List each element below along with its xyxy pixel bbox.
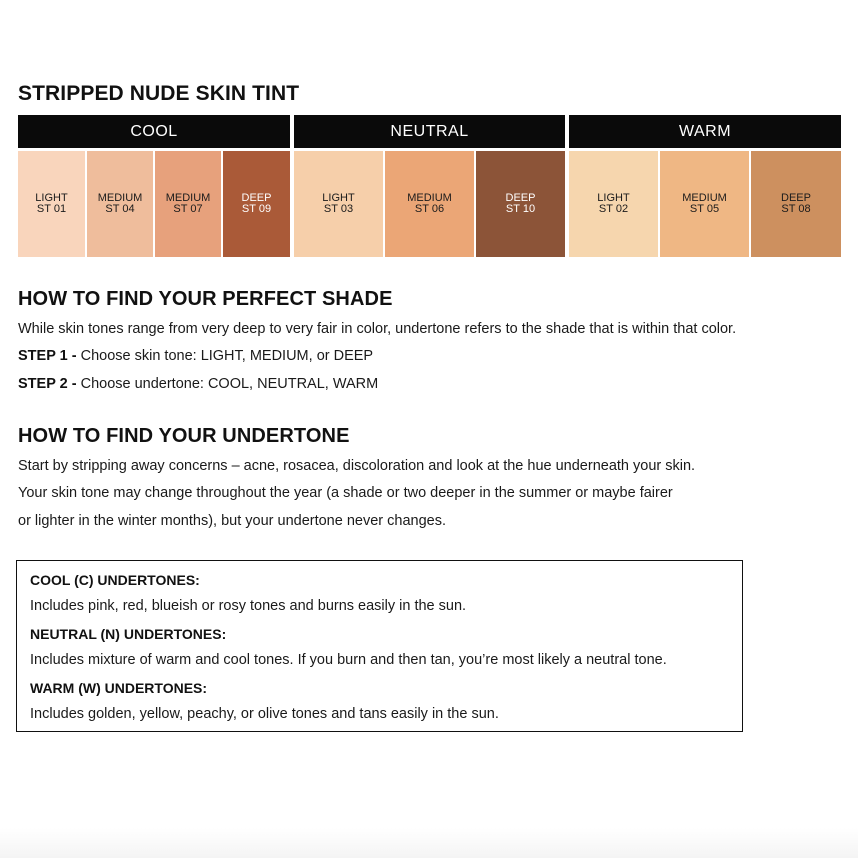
swatch-st05[interactable] bbox=[660, 151, 749, 257]
neutral-undertones-text: Includes mixture of warm and cool tones. If you burn and then tan, you’re most likely a neutral tone. bbox=[30, 652, 667, 668]
group-warm bbox=[569, 115, 841, 258]
group-header-cool: COOL bbox=[18, 115, 290, 148]
swatch-tone: MEDIUM bbox=[97, 191, 143, 204]
swatch-tone: LIGHT bbox=[35, 191, 68, 204]
swatch-tone: MEDIUM bbox=[165, 191, 211, 204]
swatch-code: ST 05 bbox=[689, 203, 720, 215]
perfect-shade-intro: While skin tones range from very deep to very fair in color, undertone refers to the shade that is within that color. bbox=[18, 321, 737, 337]
step-1-text: Choose skin tone: LIGHT, MEDIUM, or DEEP bbox=[76, 348, 374, 364]
step-2-text: Choose undertone: COOL, NEUTRAL, WARM bbox=[76, 376, 379, 392]
swatch-code: ST 02 bbox=[598, 203, 629, 215]
step-1-label: STEP 1 - bbox=[18, 348, 77, 364]
swatch-tone: MEDIUM bbox=[682, 191, 727, 204]
swatch-tone: MEDIUM bbox=[407, 191, 452, 204]
swatch-code: ST 01 bbox=[36, 203, 67, 215]
group-cool bbox=[18, 115, 290, 258]
undertone-line-2: Your skin tone may change throughout the year (a shade or two deeper in the summer or maybe fairer bbox=[18, 485, 673, 501]
swatch-code: ST 10 bbox=[505, 203, 536, 215]
swatch-st08[interactable] bbox=[751, 151, 841, 257]
swatch-tone: DEEP bbox=[505, 191, 536, 204]
group-header-warm: WARM bbox=[569, 115, 841, 148]
warm-undertones-text: Includes golden, yellow, peachy, or olive tones and tans easily in the sun. bbox=[30, 706, 499, 722]
cool-undertones-text: Includes pink, red, blueish or rosy tones and burns easily in the sun. bbox=[30, 598, 467, 614]
swatch-st01[interactable] bbox=[18, 151, 85, 257]
undertone-heading: HOW TO FIND YOUR UNDERTONE bbox=[18, 425, 350, 447]
page-title: STRIPPED NUDE SKIN TINT bbox=[18, 82, 300, 105]
swatch-st10[interactable] bbox=[476, 151, 565, 257]
warm-undertones-heading: WARM (W) UNDERTONES: bbox=[30, 680, 208, 696]
group-header-neutral: NEUTRAL bbox=[294, 115, 565, 148]
perfect-shade-heading: HOW TO FIND YOUR PERFECT SHADE bbox=[18, 288, 393, 310]
swatch-st06[interactable] bbox=[385, 151, 474, 257]
swatch-st09[interactable] bbox=[223, 151, 290, 257]
swatch-tone: DEEP bbox=[781, 191, 811, 204]
swatch-code: ST 06 bbox=[414, 203, 445, 215]
bottom-fade bbox=[0, 828, 858, 858]
swatch-st04[interactable] bbox=[87, 151, 153, 257]
swatch-code: ST 04 bbox=[105, 203, 135, 215]
step-2-label: STEP 2 - bbox=[18, 376, 77, 392]
swatch-code: ST 09 bbox=[241, 203, 272, 215]
swatch-tone: DEEP bbox=[241, 191, 272, 204]
group-neutral bbox=[294, 115, 565, 258]
cool-undertones-heading: COOL (C) UNDERTONES: bbox=[30, 572, 200, 588]
undertone-line-3: or lighter in the winter months), but your undertone never changes. bbox=[18, 513, 446, 529]
swatch-code: ST 08 bbox=[781, 203, 811, 215]
swatch-code: ST 03 bbox=[323, 203, 354, 215]
neutral-undertones-heading: NEUTRAL (N) UNDERTONES: bbox=[30, 626, 227, 642]
undertones-info-box bbox=[16, 560, 743, 732]
swatch-st07[interactable] bbox=[155, 151, 221, 257]
shade-chart bbox=[18, 115, 841, 258]
swatch-tone: LIGHT bbox=[322, 191, 355, 204]
swatch-code: ST 07 bbox=[173, 203, 203, 215]
swatch-st03[interactable] bbox=[294, 151, 383, 257]
step-1 bbox=[18, 348, 373, 364]
swatch-st02[interactable] bbox=[569, 151, 658, 257]
step-2 bbox=[18, 376, 378, 392]
undertone-line-1: Start by stripping away concerns – acne, rosacea, discoloration and look at the hue underneath your skin. bbox=[18, 458, 696, 474]
swatch-tone: LIGHT bbox=[597, 191, 630, 204]
